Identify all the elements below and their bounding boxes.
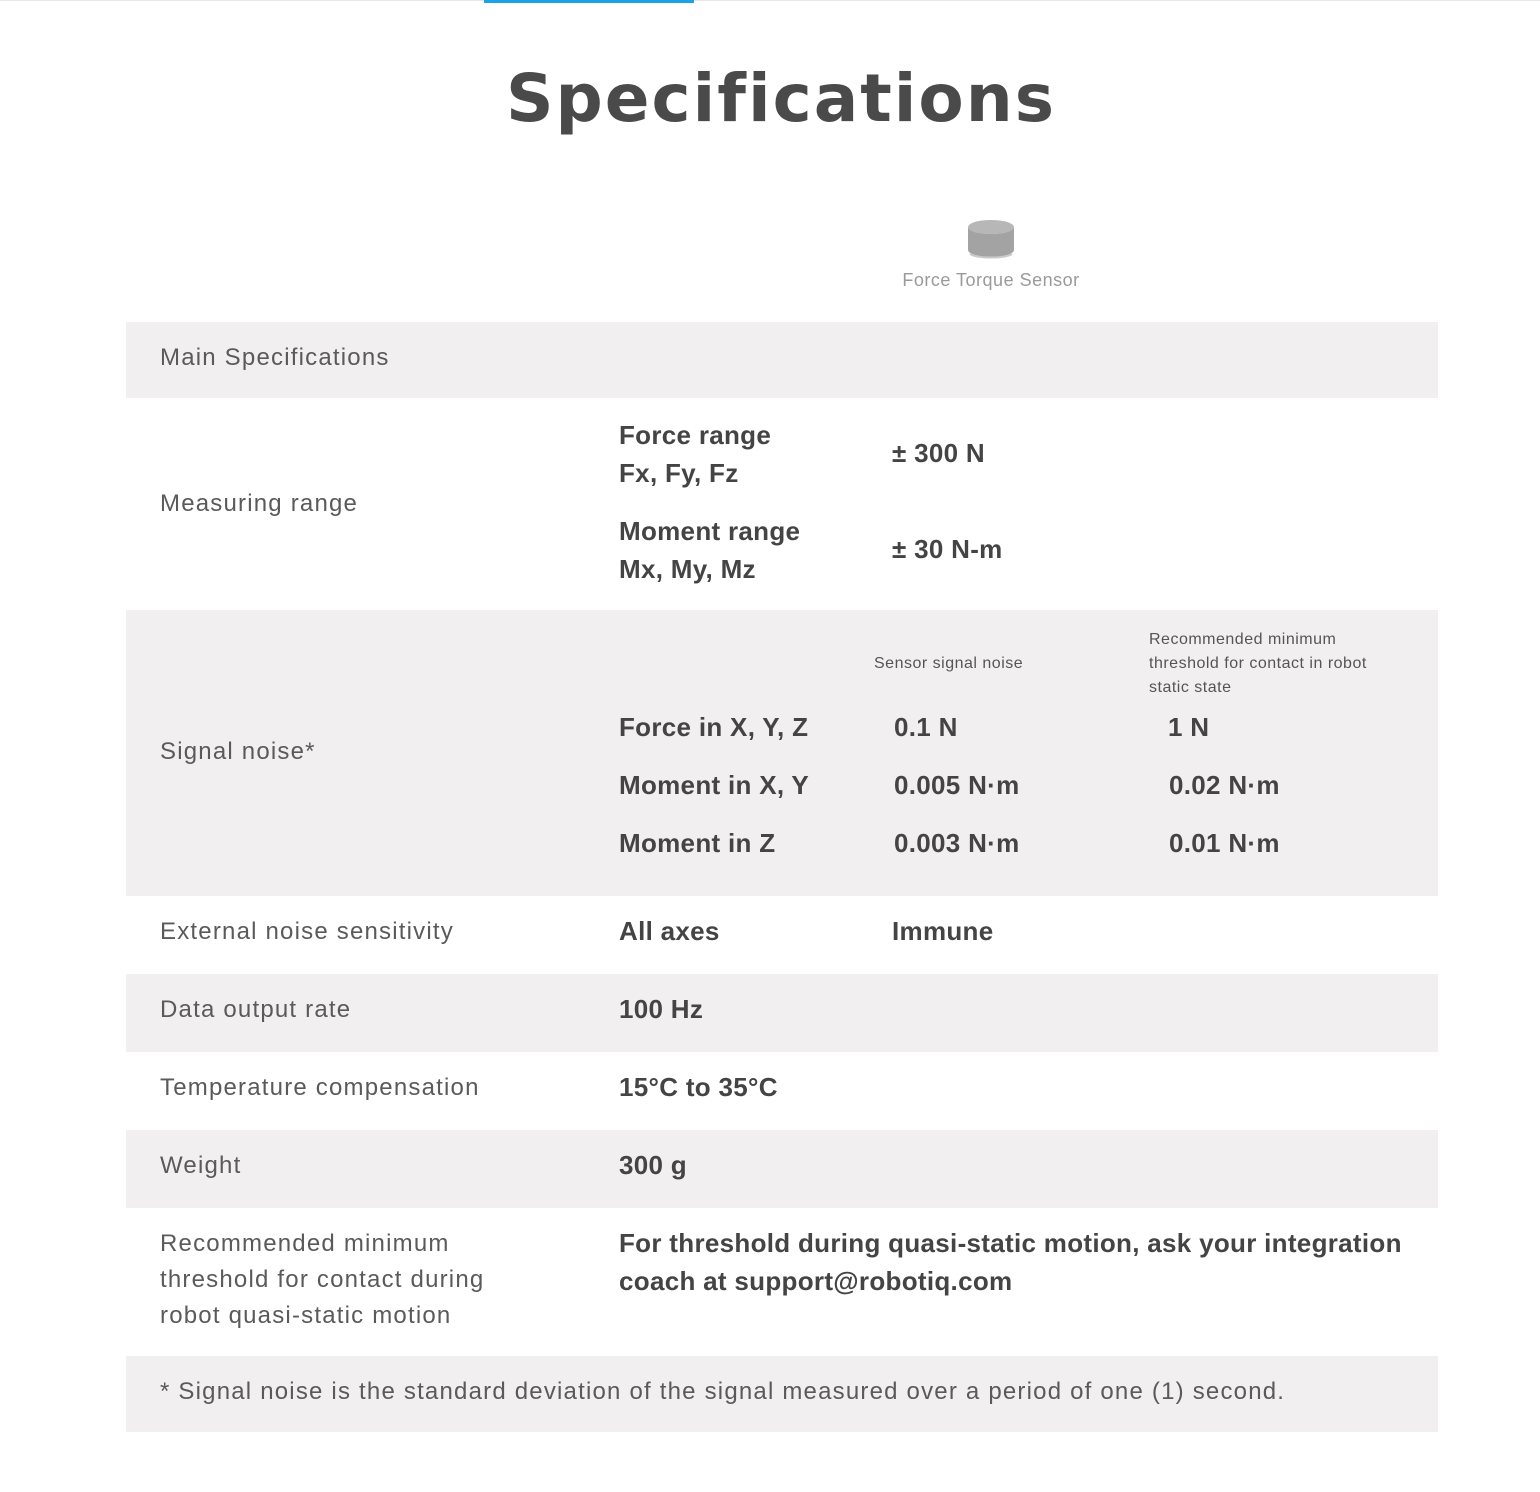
sensor-puck-icon (966, 218, 1016, 262)
page-title: Specifications (505, 60, 1057, 137)
force-axes-label: Fx, Fy, Fz (619, 458, 739, 488)
row-label: Signal noise* (160, 738, 316, 765)
row-label: threshold for contact during (160, 1266, 485, 1293)
column-header-sensor-noise: Sensor signal noise (874, 655, 1024, 672)
data-output-rate-row (126, 974, 1438, 1052)
noise-value: 0.005 N·m (894, 770, 1020, 800)
row-label: Temperature compensation (160, 1074, 480, 1101)
column-header-threshold: Recommended minimum (1149, 631, 1337, 648)
signal-noise-row (126, 610, 1438, 896)
moment-axes-label: Mx, My, Mz (619, 554, 756, 584)
row-label: robot quasi-static motion (160, 1302, 452, 1329)
noise-axis-label: Moment in X, Y (619, 770, 810, 800)
row-label: Data output rate (160, 996, 352, 1023)
rate-value: 100 Hz (619, 994, 704, 1024)
quasi-static-value: coach at support@robotiq.com (619, 1266, 1013, 1296)
footnote: * Signal noise is the standard deviation of the signal measured over a period of one (1) second. (160, 1378, 1286, 1405)
active-tab-indicator (484, 0, 694, 3)
force-range-value: ± 300 N (892, 438, 985, 468)
noise-axis-label: Force in X, Y, Z (619, 712, 809, 742)
weight-value: 300 g (619, 1150, 687, 1180)
footnote-row (126, 1356, 1438, 1432)
temperature-value: 15°C to 35°C (619, 1072, 778, 1102)
measuring-range-row (126, 398, 1438, 610)
top-divider (0, 0, 1540, 1)
force-range-label: Force range (619, 420, 772, 450)
column-header-threshold: threshold for contact in robot (1149, 655, 1367, 672)
sensitivity-value: Immune (892, 916, 994, 946)
threshold-value: 0.02 N·m (1169, 770, 1280, 800)
main-specifications-row (126, 322, 1438, 398)
specs-table (126, 322, 1438, 1432)
product-name: Force Torque Sensor (902, 270, 1080, 290)
column-header-threshold: static state (1149, 679, 1232, 696)
quasi-static-row (126, 1208, 1438, 1356)
row-label: Recommended minimum (160, 1230, 450, 1257)
moment-range-label: Moment range (619, 516, 801, 546)
row-label: External noise sensitivity (160, 918, 454, 945)
threshold-value: 0.01 N·m (1169, 828, 1280, 858)
external-noise-row (126, 896, 1438, 974)
noise-value: 0.003 N·m (894, 828, 1020, 858)
section-heading: Main Specifications (160, 344, 390, 371)
weight-row (126, 1130, 1438, 1208)
moment-range-value: ± 30 N-m (892, 534, 1003, 564)
quasi-static-value: For threshold during quasi-static motion, ask your integration (619, 1228, 1402, 1258)
noise-axis-label: Moment in Z (619, 828, 776, 858)
threshold-value: 1 N (1168, 712, 1210, 742)
temperature-row (126, 1052, 1438, 1130)
axes-value: All axes (619, 916, 720, 946)
row-label: Measuring range (160, 490, 359, 517)
noise-value: 0.1 N (894, 712, 958, 742)
row-label: Weight (160, 1152, 242, 1179)
product-header (880, 218, 1102, 291)
